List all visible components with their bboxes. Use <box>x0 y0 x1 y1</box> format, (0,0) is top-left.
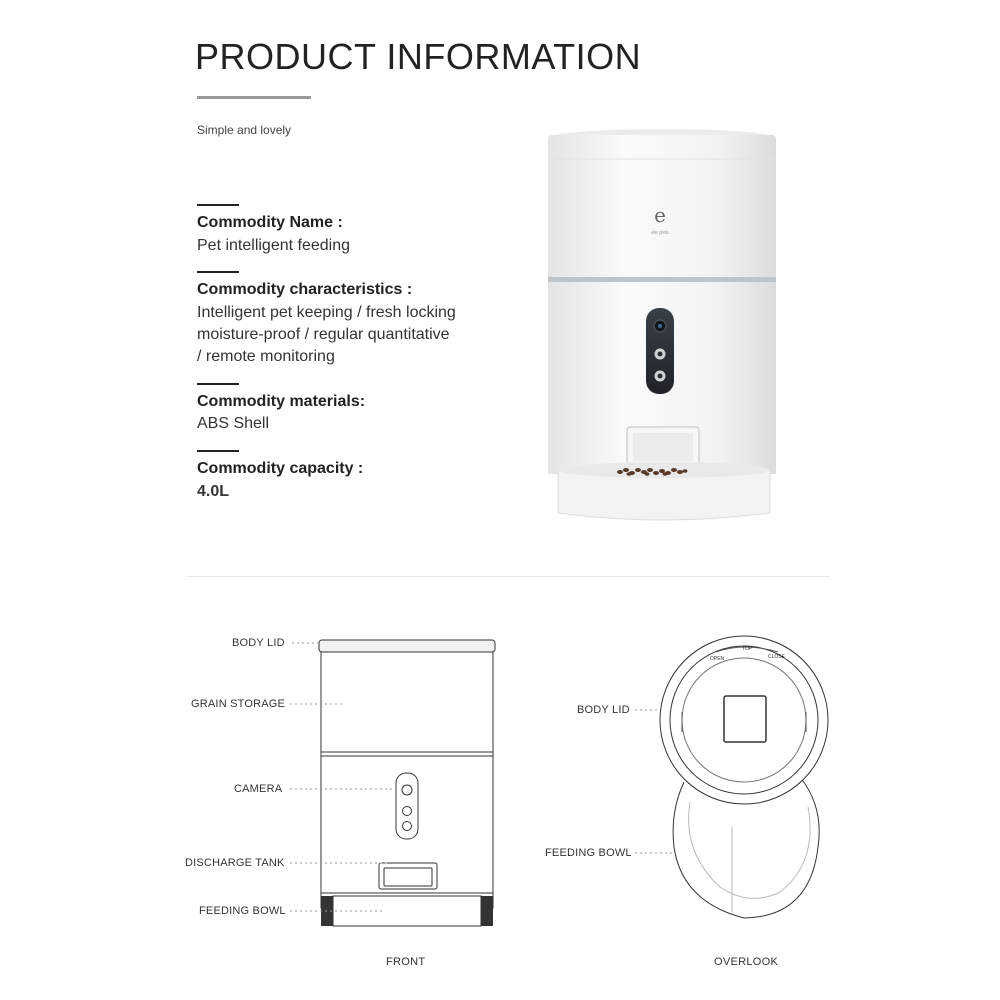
overlook-lid-outer <box>660 636 828 804</box>
page-subtitle: Simple and lovely <box>197 123 292 137</box>
spec-value-materials: ABS Shell <box>197 415 270 432</box>
spec-label-materials: Commodity materials: <box>197 393 366 410</box>
brand-logo-icon: e <box>654 203 666 227</box>
brand-logo-text: ele pets <box>651 230 669 236</box>
caption-front: FRONT <box>386 956 426 968</box>
lid-mark-close: CLOSE <box>768 654 785 660</box>
spec-value-characteristics-2: moisture-proof / regular quantitative <box>197 326 450 343</box>
callout-overlook-body-lid: BODY LID <box>577 704 630 716</box>
lid-mark-top: TOP <box>742 646 753 652</box>
spec-value-characteristics-1: Intelligent pet keeping / fresh locking <box>197 304 456 321</box>
spec-label-capacity: Commodity capacity : <box>197 460 364 477</box>
caption-overlook: OVERLOOK <box>714 956 779 968</box>
spec-value-capacity: 4.0L <box>197 483 230 500</box>
spec-value-characteristics-3: / remote monitoring <box>197 348 335 365</box>
spec-label-name: Commodity Name : <box>197 214 343 231</box>
callout-camera: CAMERA <box>234 783 283 795</box>
page-title: PRODUCT INFORMATION <box>195 36 642 77</box>
callout-discharge-tank: DISCHARGE TANK <box>185 857 285 869</box>
spec-label-characteristics: Commodity characteristics : <box>197 281 413 298</box>
callout-feeding-bowl: FEEDING BOWL <box>199 905 286 917</box>
callout-overlook-feeding-bowl: FEEDING BOWL <box>545 847 632 859</box>
callout-grain-storage: GRAIN STORAGE <box>191 698 286 710</box>
spec-value-name: Pet intelligent feeding <box>197 237 350 254</box>
callout-body-lid: BODY LID <box>232 637 285 649</box>
lid-mark-open: OPEN <box>710 656 725 662</box>
overlook-view-diagram <box>660 632 840 932</box>
